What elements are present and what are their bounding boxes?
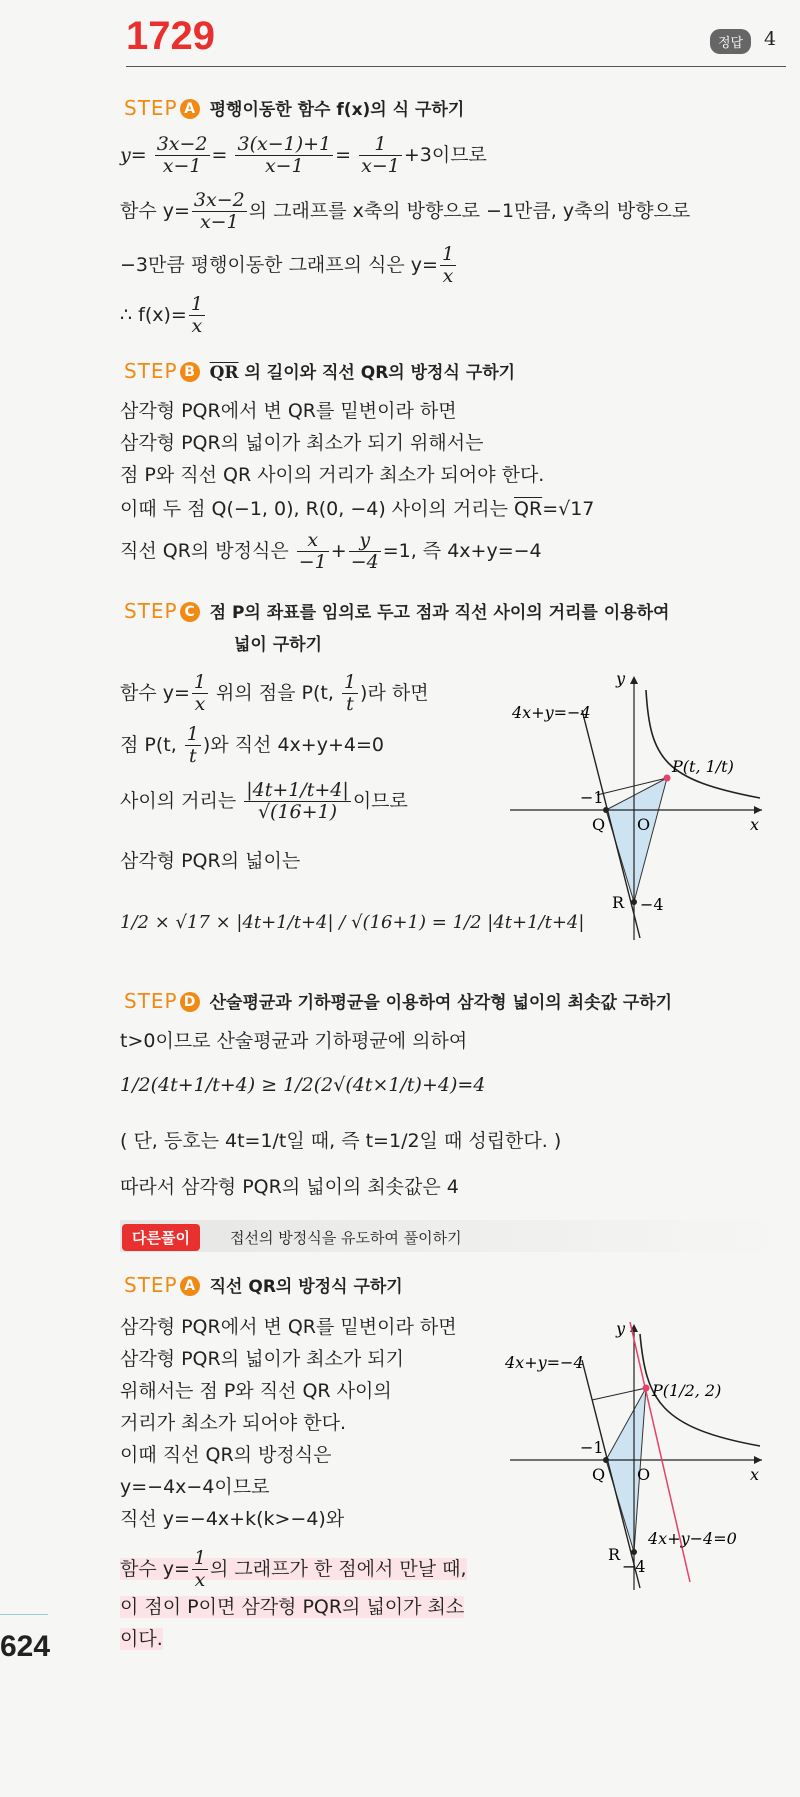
graph-1 bbox=[500, 670, 770, 945]
e-line-9: 이 점이 P이면 삼각형 PQR의 넓이가 최소 bbox=[120, 1596, 465, 1618]
svg-text:−4: −4 bbox=[640, 895, 664, 914]
point-p-2 bbox=[643, 1385, 650, 1392]
c-line-4: 삼각형 PQR의 넓이는 bbox=[120, 850, 301, 872]
c-line-3: 사이의 거리는 $\frac{|4t+1/t+4|}{√(16+1)}$ 이므로 bbox=[120, 779, 408, 823]
step-d-heading: STEP D 산술평균과 기하평균을 이용하여 삼각형 넓이의 최솟값 구하기 bbox=[124, 989, 673, 1013]
svg-text:y: y bbox=[616, 670, 626, 688]
c-line-1: 함수 y= $\frac{1}{x}$ 위의 점을 P(t, $\frac{1}{t}$ )라 하면 bbox=[120, 671, 429, 715]
answer-badge bbox=[710, 29, 751, 54]
page-number-rule bbox=[0, 1614, 48, 1615]
step-a-heading: STEP A 평행이동한 함수 f(x)의 식 구하기 bbox=[124, 96, 465, 120]
e-line-5: 이때 직선 QR의 방정식은 bbox=[120, 1444, 332, 1466]
d-line-4: 따라서 삼각형 PQR의 넓이의 최솟값은 4 bbox=[120, 1176, 459, 1198]
problem-number: 1729 bbox=[126, 14, 215, 58]
svg-text:4x+y=−4: 4x+y=−4 bbox=[505, 1353, 584, 1372]
d-line-1: t>0이므로 산술평균과 기하평균에 의하여 bbox=[120, 1030, 468, 1052]
b-line-5: 직선 QR의 방정식은 $\frac{x}{-1}$ + $\frac{y}{-4}$ =1, 즉 4x+y=−4 bbox=[120, 529, 542, 573]
e-line-10: 이다. bbox=[120, 1628, 163, 1650]
alt-solution-title: 접선의 방정식을 유도하여 풀이하기 bbox=[230, 1229, 462, 1247]
c-line-2: 점 P(t, $\frac{1}{t}$ )와 직선 4x+y+4=0 bbox=[120, 723, 384, 767]
svg-text:−1: −1 bbox=[580, 1438, 604, 1457]
a-line-4: ∴ f(x)= $\frac{1}{x}$ bbox=[120, 293, 203, 337]
alt-solution-badge: 다른풀이 bbox=[122, 1224, 200, 1251]
d-line-3: ( 단, 등호는 4t=1/t일 때, 즉 t=1/2일 때 성립한다. ) bbox=[120, 1130, 562, 1152]
e-line-8: 함수 y= $\frac{1}{x}$ 의 그래프가 한 점에서 만날 때, bbox=[120, 1547, 467, 1591]
a-line-1: y= $\frac{3x-2}{x-1}$ = $\frac{3(x-1)+1}{x-1}$ = $\frac{1}{x-1}$ +3이므로 bbox=[120, 133, 487, 177]
e-line-7: 직선 y=−4x+k(k>−4)와 bbox=[120, 1508, 345, 1530]
b-line-3: 점 P와 직선 QR 사이의 거리가 최소가 되어야 한다. bbox=[120, 464, 545, 486]
graph-2 bbox=[500, 1320, 775, 1595]
a-line-3: −3만큼 평행이동한 그래프의 식은 y= $\frac{1}{x}$ bbox=[120, 243, 455, 287]
e-line-4: 거리가 최소가 되어야 한다. bbox=[120, 1412, 347, 1434]
svg-text:x: x bbox=[750, 1465, 760, 1484]
svg-text:4x+y−4=0: 4x+y−4=0 bbox=[648, 1529, 737, 1548]
step-c-heading: STEP C 점 P의 좌표를 임의로 두고 점과 직선 사이의 거리를 이용하여 bbox=[124, 599, 670, 623]
page-number: 624 bbox=[0, 1630, 51, 1663]
d-line-2: 1/2(4t+1/t+4) ≥ 1/2(2√(4t×1/t)+4)=4 bbox=[120, 1074, 486, 1096]
svg-text:x: x bbox=[750, 815, 760, 834]
point-q-1 bbox=[603, 807, 609, 813]
answer-value: 4 bbox=[764, 28, 777, 50]
svg-text:R: R bbox=[612, 893, 625, 912]
svg-text:Q: Q bbox=[592, 815, 606, 834]
point-r-1 bbox=[631, 899, 637, 905]
a-line-2: 함수 y= $\frac{3x-2}{x-1}$ 의 그래프를 x축의 방향으로 −1만큼, y축의 방향으로 bbox=[120, 189, 691, 233]
svg-text:y: y bbox=[616, 1320, 626, 1338]
e-line-3: 위해서는 점 P와 직선 QR 사이의 bbox=[120, 1380, 392, 1402]
step-c-heading-2: 넓이 구하기 bbox=[234, 635, 323, 655]
perp-line-2 bbox=[592, 1388, 646, 1400]
point-p-1 bbox=[664, 775, 671, 782]
svg-text:O: O bbox=[637, 1465, 651, 1484]
svg-text:4x+y=−4: 4x+y=−4 bbox=[512, 703, 591, 722]
svg-text:R: R bbox=[608, 1545, 621, 1564]
svg-text:P(t, 1/t): P(t, 1/t) bbox=[672, 757, 734, 776]
svg-text:−1: −1 bbox=[580, 788, 604, 807]
b-line-4: 이때 두 점 Q(−1, 0), R(0, −4) 사이의 거리는 $\overline{QR}=√17$ bbox=[120, 498, 595, 520]
e-line-2: 삼각형 PQR의 넓이가 최소가 되기 bbox=[120, 1348, 405, 1370]
point-r-2 bbox=[631, 1549, 637, 1555]
step-b-heading: STEP B $\overline{QR}$ 의 길이와 직선 QR의 방정식 구하기 bbox=[124, 359, 516, 383]
step-alt-a-heading: STEP A 직선 QR의 방정식 구하기 bbox=[124, 1273, 403, 1297]
c-line-5: 1/2 × √17 × |4t+1/t+4| / √(16+1) = 1/2 |4t+1/t+4| bbox=[120, 912, 585, 933]
step-a-title: 평행이동한 함수 f(x)의 식 구하기 bbox=[209, 100, 465, 120]
svg-text:−4: −4 bbox=[622, 1557, 646, 1576]
point-q-2 bbox=[603, 1457, 609, 1463]
svg-text:Q: Q bbox=[592, 1465, 606, 1484]
svg-text:P(1/2, 2): P(1/2, 2) bbox=[652, 1381, 722, 1400]
answer-label: 정답 bbox=[718, 36, 744, 51]
b-line-1: 삼각형 PQR에서 변 QR를 밑변이라 하면 bbox=[120, 400, 457, 422]
header-divider bbox=[126, 66, 786, 67]
e-line-6: y=−4x−4이므로 bbox=[120, 1476, 270, 1498]
e-line-1: 삼각형 PQR에서 변 QR를 밑변이라 하면 bbox=[120, 1316, 457, 1338]
b-line-2: 삼각형 PQR의 넓이가 최소가 되기 위해서는 bbox=[120, 432, 484, 454]
svg-text:O: O bbox=[637, 815, 651, 834]
